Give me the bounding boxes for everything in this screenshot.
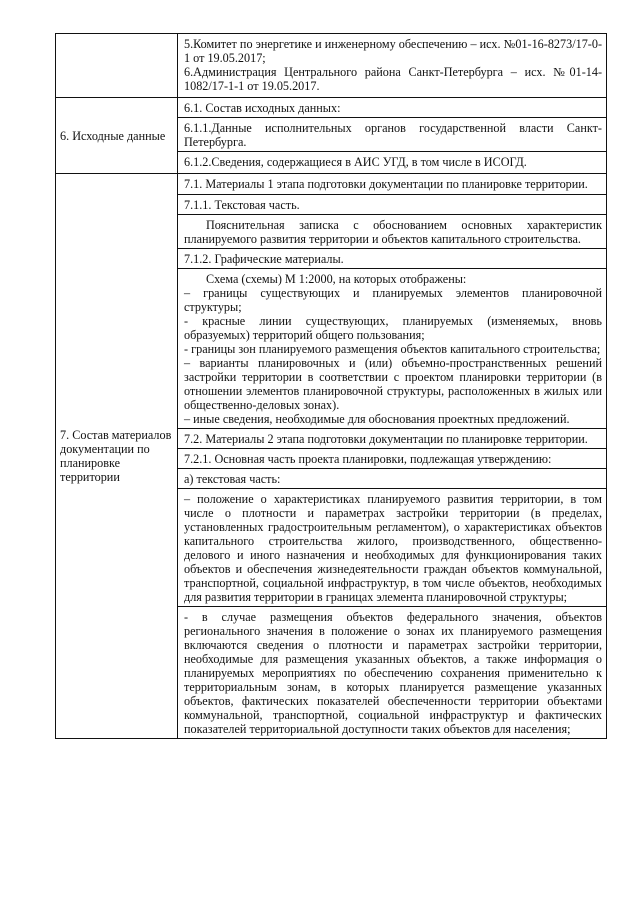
list-item: - красные линии существующих, планируемых (изменяемых, вновь образуемых) территорий общего пользования;	[184, 314, 602, 342]
paragraph: 6.1.2.Сведения, содержащиеся в АИС УГД, в том числе в ИСОГД.	[184, 155, 527, 169]
table-row-continuation	[56, 34, 607, 98]
content-block	[178, 607, 606, 738]
paragraph: 7.1.1. Текстовая часть.	[184, 198, 300, 212]
content-block	[178, 34, 606, 95]
list-item: 6.Администрация Центрального района Санкт-Петербурга – исх. №01-14-1082/17-1-1 от 19.05.2017.	[184, 65, 602, 93]
content-block	[178, 489, 606, 607]
paragraph: Схема (схемы) М 1:2000, на которых отображены:	[206, 272, 467, 286]
row-label-cell	[56, 34, 178, 98]
content-block	[178, 215, 606, 249]
list-item: – варианты планировочных и (или) объемно-пространственных решений застройки территории в соответствии с проектом планировки территории (в отношении элементов планировочной структуры, расположенных в жилых или общественно-деловых зонах).	[184, 356, 602, 412]
row-content-cell	[178, 98, 607, 174]
content-block	[178, 429, 606, 449]
list-item: – иные сведения, необходимые для обоснования проектных предложений.	[184, 412, 570, 426]
list-item: 5.Комитет по энергетике и инженерному обеспечению – исх. №01-16-8273/17-0-1 от 19.05.2017;	[184, 37, 602, 65]
paragraph: 7.2.1. Основная часть проекта планировки, подлежащая утверждению:	[184, 452, 552, 466]
row-content-cell	[178, 174, 607, 739]
content-block	[178, 469, 606, 489]
paragraph: Пояснительная записка с обоснованием основных характеристик планируемого развития территории и объектов капитального строительства.	[184, 218, 602, 246]
table-row-materials	[56, 174, 607, 739]
list-item: – границы существующих и планируемых элементов планировочной структуры;	[184, 286, 602, 314]
paragraph: 7.1. Материалы 1 этапа подготовки документации по планировке территории.	[184, 177, 588, 191]
row-label: 6. Исходные данные	[60, 128, 166, 143]
row-content-cell	[178, 34, 607, 98]
paragraph: 6.1.1.Данные исполнительных органов государственной власти Санкт-Петербурга.	[184, 121, 602, 149]
row-label-cell	[56, 98, 178, 174]
paragraph: а) текстовая часть:	[184, 472, 281, 486]
requirements-table	[55, 33, 607, 739]
list-item: – положение о характеристиках планируемого развития территории, в том числе о плотности и параметрах застройки территории (в пределах, установленных градостроительным регламентом), о характеристиках объектов капитального строительства жилого, производственного, общественно-делового и иного назначения и необходимых для функционирования таких объектов и обеспечения жизнедеятельности граждан объектов коммунальной, транспортной, социальной инфраструктур, в том числе объектов, необходимых для развития территории в границах элемента планировочной структуры;	[184, 492, 602, 604]
list-item: - границы зон планируемого размещения объектов капитального строительства;	[184, 342, 601, 356]
paragraph: 6.1. Состав исходных данных:	[184, 101, 341, 115]
content-block	[178, 118, 606, 152]
content-block	[178, 195, 606, 215]
content-block	[178, 98, 606, 118]
content-block	[178, 152, 606, 171]
row-label: 7. Состав материалов документации по планировке территории	[60, 428, 172, 484]
content-block	[178, 449, 606, 469]
table-row-source-data	[56, 98, 607, 174]
content-block	[178, 249, 606, 269]
paragraph: 7.2. Материалы 2 этапа подготовки документации по планировке территории.	[184, 432, 588, 446]
row-label-cell	[56, 174, 178, 739]
list-item: - в случае размещения объектов федерального значения, объектов регионального значения в положение о зонах их планируемого размещения включаются сведения о плотности и параметрах застройки территории, необходимые для размещения указанных объектов, а также информация о планируемых мероприятиях по обеспечению сохранения применительно к территориальным зонам, в которых планируется размещение указанных объектов, фактических показателей обеспеченности территории объектами коммунальной, транспортной, социальной инфраструктур и фактических показателей территориальной доступности таких объектов для населения;	[184, 610, 602, 736]
content-block	[178, 174, 606, 195]
content-block	[178, 269, 606, 429]
paragraph: 7.1.2. Графические материалы.	[184, 252, 344, 266]
